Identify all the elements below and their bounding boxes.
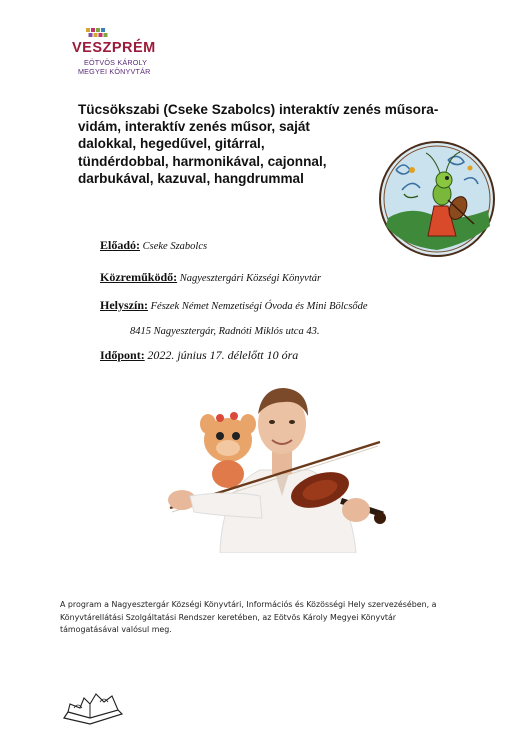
- performer-value: Cseke Szabolcs: [142, 241, 208, 252]
- logo-brand: VESZPRÉM: [72, 40, 156, 56]
- time-value: 2022. június 17. délelőtt 10 óra: [147, 348, 299, 362]
- logo-subtitle-2: MEGYEI KÖNYVTÁR: [78, 67, 151, 76]
- open-book-icon: [60, 688, 126, 726]
- title-line: Tücsökszabi (Cseke Szabolcs) interaktív zenés műsora-: [78, 102, 439, 117]
- title-line: vidám, interaktív zenés műsor, saját: [78, 119, 310, 135]
- footer-line: A program a Nagyesztergár Községi Könyvtári, Információs és Közösségi Hely szervezésében, a: [60, 600, 437, 609]
- venue-address: [130, 326, 319, 337]
- plush-toy-icon: [200, 412, 256, 488]
- performer-row: [100, 238, 207, 253]
- contributor-label: Közreműködő:: [100, 270, 178, 284]
- title-line: darbukával, kazuval, hangdrummal: [78, 170, 304, 186]
- contributor-row: [100, 270, 321, 285]
- venue-row: [100, 298, 368, 313]
- time-label: Időpont:: [100, 348, 145, 362]
- title-line: tündérdobbal, harmonikával, cajonnal,: [78, 153, 327, 169]
- footer-line: támogatásával valósul meg.: [60, 625, 172, 635]
- venue-value: Fészek Német Nemzetiségi Óvoda és Mini Bölcsőde: [150, 301, 368, 312]
- venue-address-value: 8415 Nagyesztergár, Radnóti Miklós utca 43.: [130, 326, 320, 337]
- venue-label: Helyszín:: [100, 298, 148, 312]
- time-row: [100, 348, 298, 363]
- performer-label: Előadó:: [100, 238, 141, 252]
- footer-note: [60, 599, 480, 637]
- title-line: dalokkal, hegedűvel, gitárral,: [78, 136, 265, 152]
- cricket-violinist-badge: [378, 140, 496, 258]
- logo-subtitle-1: EÖTVÖS KÁROLY: [84, 58, 148, 67]
- contributor-value: Nagyesztergári Községi Könyvtár: [179, 273, 322, 284]
- footer-line: Könyvtárellátási Szolgáltatási Rendszer keretében, az Eötvös Károly Megyei Könyvtár: [60, 612, 397, 622]
- performer-photo: [150, 378, 390, 553]
